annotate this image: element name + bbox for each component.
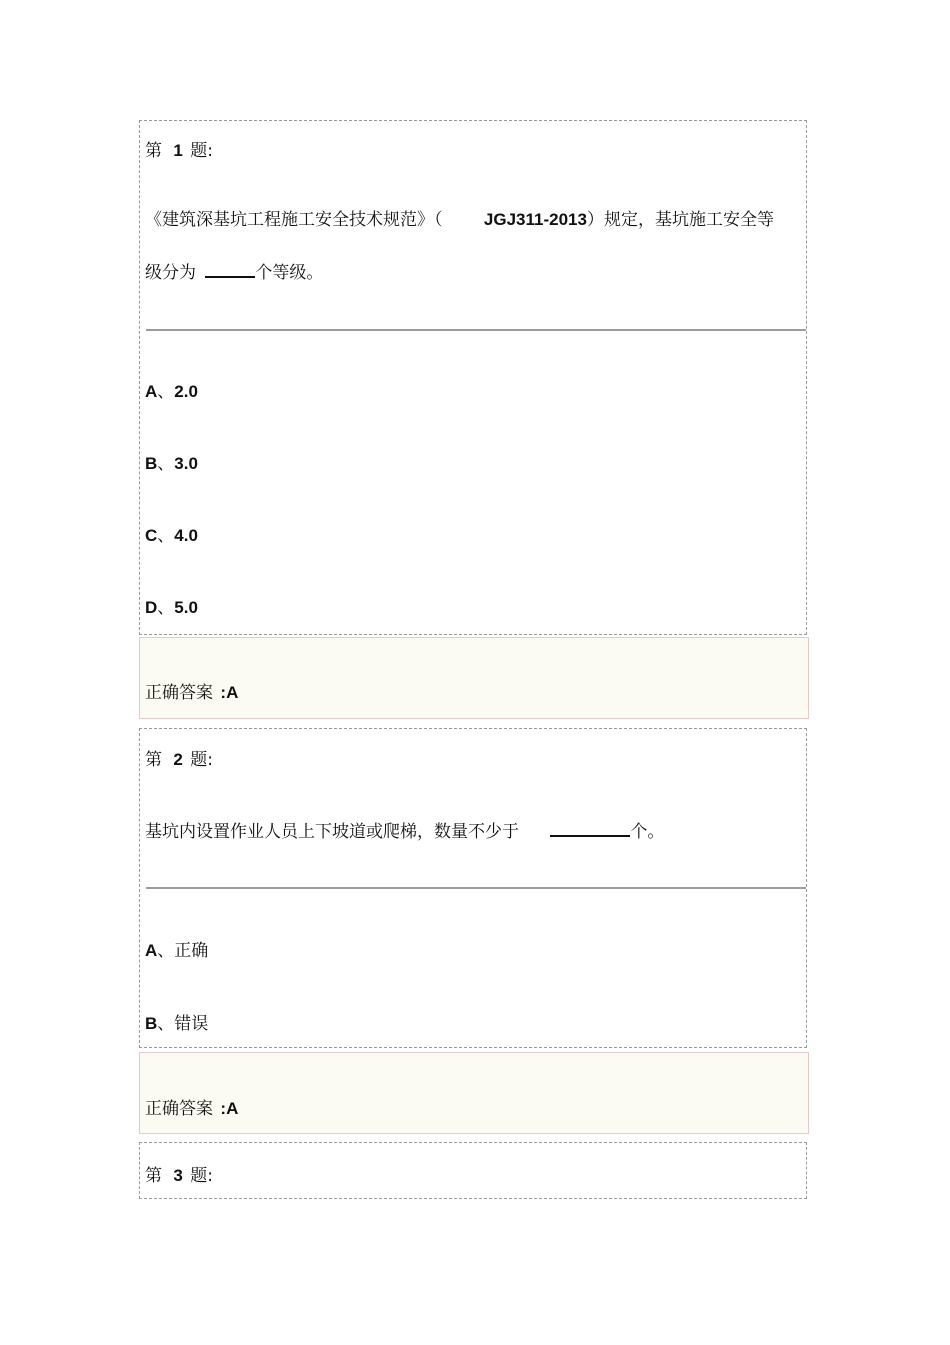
question-text-line2-suffix: 个等级。: [255, 263, 324, 283]
question-label-suffix: 题:: [190, 750, 214, 770]
question-3-card: [139, 1142, 807, 1199]
question-2-card: [139, 728, 807, 1048]
option-separator: 、: [157, 382, 175, 402]
correct-answer-value: :A: [220, 1099, 239, 1118]
question-text-line2-prefix: 级分为: [145, 263, 196, 283]
question-1-text-line1: [145, 210, 774, 230]
divider: [146, 887, 806, 889]
option-a[interactable]: [145, 941, 208, 961]
answer-blank: [550, 821, 630, 837]
question-number: 1: [173, 141, 183, 160]
question-number: 3: [173, 1166, 183, 1185]
answer-1-card: [139, 637, 809, 719]
question-label-suffix: 题:: [190, 141, 214, 161]
option-letter: B: [145, 454, 158, 473]
option-letter: B: [145, 1014, 158, 1033]
option-d[interactable]: [145, 598, 198, 618]
option-letter: D: [145, 598, 158, 617]
question-label-prefix: 第: [145, 141, 162, 161]
correct-answer: [145, 1099, 238, 1119]
option-letter: C: [145, 526, 158, 545]
question-1-text-line2: [145, 262, 323, 283]
answer-2-card: [139, 1052, 809, 1134]
correct-answer-value: :A: [220, 683, 239, 702]
question-text-suffix: 个。: [630, 822, 665, 842]
option-text: 2.0: [174, 382, 198, 401]
question-2-label: [145, 750, 213, 770]
option-letter: A: [145, 941, 158, 960]
question-label-prefix: 第: [145, 750, 162, 770]
question-label-prefix: 第: [145, 1166, 162, 1186]
option-c[interactable]: [145, 526, 198, 546]
divider: [146, 329, 806, 331]
option-letter: A: [145, 382, 158, 401]
option-b[interactable]: [145, 1014, 208, 1034]
correct-answer-label: 正确答案: [145, 683, 213, 703]
option-text: 4.0: [174, 526, 198, 545]
option-text: 3.0: [174, 454, 198, 473]
answer-blank: [205, 262, 255, 278]
option-text: 正确: [174, 941, 209, 961]
option-text: 错误: [174, 1014, 209, 1034]
question-text-part2: ）规定，基坑施工安全等: [586, 210, 774, 230]
correct-answer: [145, 683, 238, 703]
question-3-label: [145, 1166, 213, 1186]
question-1-label: [145, 141, 213, 161]
question-1-card: [139, 120, 807, 635]
question-text-part1: 《建筑深基坑工程施工安全技术规范》（: [145, 210, 443, 230]
option-separator: 、: [157, 941, 175, 961]
option-separator: 、: [157, 598, 175, 618]
correct-answer-label: 正确答案: [145, 1099, 213, 1119]
question-text-prefix: 基坑内设置作业人员上下坡道或爬梯，数量不少于: [145, 822, 519, 842]
question-2-text: [145, 821, 664, 842]
question-text-code: JGJ311-2013: [483, 210, 587, 229]
option-text: 5.0: [174, 598, 198, 617]
option-b[interactable]: [145, 454, 198, 474]
question-label-suffix: 题:: [190, 1166, 214, 1186]
question-number: 2: [173, 750, 183, 769]
option-a[interactable]: [145, 382, 198, 402]
option-separator: 、: [157, 454, 175, 474]
option-separator: 、: [157, 526, 175, 546]
option-separator: 、: [157, 1014, 175, 1034]
